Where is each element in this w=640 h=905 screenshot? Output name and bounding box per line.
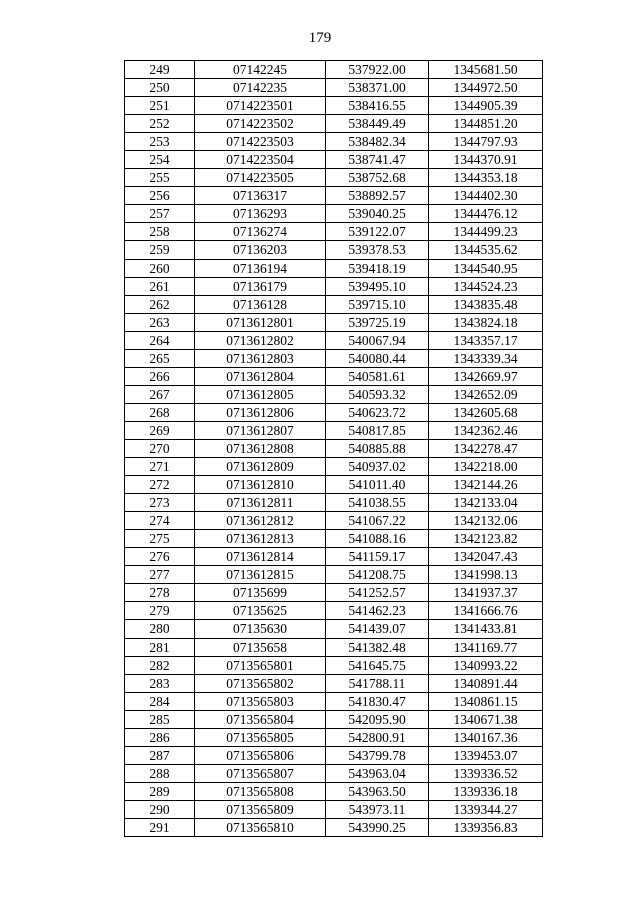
point-code-cell: 07135699 bbox=[195, 584, 326, 602]
x-coordinate-cell: 541208.75 bbox=[326, 566, 429, 584]
table-row bbox=[125, 151, 543, 169]
point-number-cell: 264 bbox=[125, 331, 195, 349]
point-number-cell: 288 bbox=[125, 764, 195, 782]
point-number-cell: 268 bbox=[125, 403, 195, 421]
table-row bbox=[125, 602, 543, 620]
table-row bbox=[125, 674, 543, 692]
table-row bbox=[125, 79, 543, 97]
x-coordinate-cell: 537922.00 bbox=[326, 61, 429, 79]
point-code-cell: 0713612807 bbox=[195, 421, 326, 439]
point-number-cell: 267 bbox=[125, 385, 195, 403]
point-number-cell: 274 bbox=[125, 512, 195, 530]
point-number-cell: 290 bbox=[125, 800, 195, 818]
x-coordinate-cell: 540080.44 bbox=[326, 349, 429, 367]
point-number-cell: 261 bbox=[125, 277, 195, 295]
point-number-cell: 280 bbox=[125, 620, 195, 638]
table-row bbox=[125, 277, 543, 295]
point-number-cell: 287 bbox=[125, 746, 195, 764]
point-code-cell: 0713565809 bbox=[195, 800, 326, 818]
table-row bbox=[125, 331, 543, 349]
y-coordinate-cell: 1339336.18 bbox=[429, 782, 543, 800]
table-row bbox=[125, 385, 543, 403]
x-coordinate-cell: 543963.50 bbox=[326, 782, 429, 800]
table-row bbox=[125, 692, 543, 710]
table-row bbox=[125, 439, 543, 457]
point-code-cell: 07136293 bbox=[195, 205, 326, 223]
table-row bbox=[125, 728, 543, 746]
y-coordinate-cell: 1341433.81 bbox=[429, 620, 543, 638]
table-row bbox=[125, 169, 543, 187]
y-coordinate-cell: 1342144.26 bbox=[429, 476, 543, 494]
y-coordinate-cell: 1342133.04 bbox=[429, 494, 543, 512]
point-number-cell: 249 bbox=[125, 61, 195, 79]
y-coordinate-cell: 1339344.27 bbox=[429, 800, 543, 818]
y-coordinate-cell: 1341666.76 bbox=[429, 602, 543, 620]
y-coordinate-cell: 1344476.12 bbox=[429, 205, 543, 223]
point-number-cell: 250 bbox=[125, 79, 195, 97]
y-coordinate-cell: 1341169.77 bbox=[429, 638, 543, 656]
point-code-cell: 07136317 bbox=[195, 187, 326, 205]
x-coordinate-cell: 540067.94 bbox=[326, 331, 429, 349]
y-coordinate-cell: 1344370.91 bbox=[429, 151, 543, 169]
point-code-cell: 0713565802 bbox=[195, 674, 326, 692]
y-coordinate-cell: 1340861.15 bbox=[429, 692, 543, 710]
point-code-cell: 0713612812 bbox=[195, 512, 326, 530]
table-row bbox=[125, 421, 543, 439]
point-code-cell: 0713612813 bbox=[195, 530, 326, 548]
table-row bbox=[125, 97, 543, 115]
x-coordinate-cell: 538741.47 bbox=[326, 151, 429, 169]
point-code-cell: 0713612809 bbox=[195, 458, 326, 476]
point-number-cell: 277 bbox=[125, 566, 195, 584]
point-number-cell: 258 bbox=[125, 223, 195, 241]
point-number-cell: 251 bbox=[125, 97, 195, 115]
y-coordinate-cell: 1339453.07 bbox=[429, 746, 543, 764]
y-coordinate-cell: 1342123.82 bbox=[429, 530, 543, 548]
point-code-cell: 0713612810 bbox=[195, 476, 326, 494]
y-coordinate-cell: 1339336.52 bbox=[429, 764, 543, 782]
x-coordinate-cell: 539418.19 bbox=[326, 259, 429, 277]
point-code-cell: 07136274 bbox=[195, 223, 326, 241]
x-coordinate-cell: 540885.88 bbox=[326, 439, 429, 457]
point-number-cell: 286 bbox=[125, 728, 195, 746]
y-coordinate-cell: 1343357.17 bbox=[429, 331, 543, 349]
table-row bbox=[125, 115, 543, 133]
table-row bbox=[125, 710, 543, 728]
point-code-cell: 0713565806 bbox=[195, 746, 326, 764]
point-code-cell: 0714223502 bbox=[195, 115, 326, 133]
point-number-cell: 254 bbox=[125, 151, 195, 169]
x-coordinate-cell: 540581.61 bbox=[326, 367, 429, 385]
point-number-cell: 252 bbox=[125, 115, 195, 133]
y-coordinate-cell: 1345681.50 bbox=[429, 61, 543, 79]
point-code-cell: 0713612803 bbox=[195, 349, 326, 367]
point-number-cell: 270 bbox=[125, 439, 195, 457]
table-row bbox=[125, 223, 543, 241]
table-row bbox=[125, 458, 543, 476]
x-coordinate-cell: 542095.90 bbox=[326, 710, 429, 728]
x-coordinate-cell: 541038.55 bbox=[326, 494, 429, 512]
y-coordinate-cell: 1342132.06 bbox=[429, 512, 543, 530]
point-code-cell: 0713565803 bbox=[195, 692, 326, 710]
point-number-cell: 259 bbox=[125, 241, 195, 259]
point-code-cell: 0714223504 bbox=[195, 151, 326, 169]
x-coordinate-cell: 543963.04 bbox=[326, 764, 429, 782]
point-code-cell: 07136179 bbox=[195, 277, 326, 295]
x-coordinate-cell: 543990.25 bbox=[326, 818, 429, 836]
y-coordinate-cell: 1342362.46 bbox=[429, 421, 543, 439]
table-row bbox=[125, 548, 543, 566]
table-row bbox=[125, 530, 543, 548]
x-coordinate-cell: 541788.11 bbox=[326, 674, 429, 692]
x-coordinate-cell: 541252.57 bbox=[326, 584, 429, 602]
point-code-cell: 0714223503 bbox=[195, 133, 326, 151]
coordinates-table-body bbox=[125, 61, 543, 837]
x-coordinate-cell: 538371.00 bbox=[326, 79, 429, 97]
y-coordinate-cell: 1344540.95 bbox=[429, 259, 543, 277]
x-coordinate-cell: 541830.47 bbox=[326, 692, 429, 710]
point-number-cell: 282 bbox=[125, 656, 195, 674]
y-coordinate-cell: 1342669.97 bbox=[429, 367, 543, 385]
page-number: 179 bbox=[308, 30, 332, 46]
table-row bbox=[125, 746, 543, 764]
x-coordinate-cell: 543799.78 bbox=[326, 746, 429, 764]
x-coordinate-cell: 540817.85 bbox=[326, 421, 429, 439]
table-row bbox=[125, 367, 543, 385]
point-code-cell: 0713565804 bbox=[195, 710, 326, 728]
table-row bbox=[125, 133, 543, 151]
point-code-cell: 0713565808 bbox=[195, 782, 326, 800]
table-row bbox=[125, 241, 543, 259]
y-coordinate-cell: 1343824.18 bbox=[429, 313, 543, 331]
y-coordinate-cell: 1344402.30 bbox=[429, 187, 543, 205]
table-row bbox=[125, 476, 543, 494]
x-coordinate-cell: 539495.10 bbox=[326, 277, 429, 295]
y-coordinate-cell: 1340167.36 bbox=[429, 728, 543, 746]
table-row bbox=[125, 349, 543, 367]
x-coordinate-cell: 542800.91 bbox=[326, 728, 429, 746]
point-code-cell: 0713565801 bbox=[195, 656, 326, 674]
table-row bbox=[125, 403, 543, 421]
point-code-cell: 0714223505 bbox=[195, 169, 326, 187]
y-coordinate-cell: 1344972.50 bbox=[429, 79, 543, 97]
point-number-cell: 262 bbox=[125, 295, 195, 313]
point-code-cell: 0713612806 bbox=[195, 403, 326, 421]
table-row bbox=[125, 638, 543, 656]
y-coordinate-cell: 1344353.18 bbox=[429, 169, 543, 187]
point-code-cell: 0713612815 bbox=[195, 566, 326, 584]
x-coordinate-cell: 541645.75 bbox=[326, 656, 429, 674]
coordinates-table bbox=[124, 60, 543, 837]
y-coordinate-cell: 1344851.20 bbox=[429, 115, 543, 133]
point-code-cell: 0714223501 bbox=[195, 97, 326, 115]
x-coordinate-cell: 539715.10 bbox=[326, 295, 429, 313]
x-coordinate-cell: 538892.57 bbox=[326, 187, 429, 205]
x-coordinate-cell: 538752.68 bbox=[326, 169, 429, 187]
point-code-cell: 0713612804 bbox=[195, 367, 326, 385]
x-coordinate-cell: 541159.17 bbox=[326, 548, 429, 566]
point-code-cell: 07142235 bbox=[195, 79, 326, 97]
table-row bbox=[125, 295, 543, 313]
point-code-cell: 07135630 bbox=[195, 620, 326, 638]
point-number-cell: 273 bbox=[125, 494, 195, 512]
point-code-cell: 07135658 bbox=[195, 638, 326, 656]
point-number-cell: 275 bbox=[125, 530, 195, 548]
y-coordinate-cell: 1344797.93 bbox=[429, 133, 543, 151]
x-coordinate-cell: 539725.19 bbox=[326, 313, 429, 331]
point-number-cell: 285 bbox=[125, 710, 195, 728]
point-number-cell: 257 bbox=[125, 205, 195, 223]
y-coordinate-cell: 1344905.39 bbox=[429, 97, 543, 115]
table-row bbox=[125, 584, 543, 602]
table-row bbox=[125, 818, 543, 836]
table-row bbox=[125, 259, 543, 277]
point-number-cell: 284 bbox=[125, 692, 195, 710]
y-coordinate-cell: 1342605.68 bbox=[429, 403, 543, 421]
point-code-cell: 07136194 bbox=[195, 259, 326, 277]
y-coordinate-cell: 1342047.43 bbox=[429, 548, 543, 566]
x-coordinate-cell: 541011.40 bbox=[326, 476, 429, 494]
y-coordinate-cell: 1339356.83 bbox=[429, 818, 543, 836]
y-coordinate-cell: 1342652.09 bbox=[429, 385, 543, 403]
y-coordinate-cell: 1341998.13 bbox=[429, 566, 543, 584]
point-code-cell: 0713612801 bbox=[195, 313, 326, 331]
y-coordinate-cell: 1340993.22 bbox=[429, 656, 543, 674]
y-coordinate-cell: 1341937.37 bbox=[429, 584, 543, 602]
point-code-cell: 07142245 bbox=[195, 61, 326, 79]
point-number-cell: 260 bbox=[125, 259, 195, 277]
x-coordinate-cell: 540623.72 bbox=[326, 403, 429, 421]
x-coordinate-cell: 539040.25 bbox=[326, 205, 429, 223]
x-coordinate-cell: 541088.16 bbox=[326, 530, 429, 548]
y-coordinate-cell: 1340671.38 bbox=[429, 710, 543, 728]
y-coordinate-cell: 1344535.62 bbox=[429, 241, 543, 259]
point-number-cell: 272 bbox=[125, 476, 195, 494]
point-number-cell: 279 bbox=[125, 602, 195, 620]
x-coordinate-cell: 541462.23 bbox=[326, 602, 429, 620]
point-number-cell: 265 bbox=[125, 349, 195, 367]
table-row bbox=[125, 782, 543, 800]
table-row bbox=[125, 800, 543, 818]
point-number-cell: 289 bbox=[125, 782, 195, 800]
x-coordinate-cell: 538449.49 bbox=[326, 115, 429, 133]
y-coordinate-cell: 1342278.47 bbox=[429, 439, 543, 457]
point-code-cell: 0713612811 bbox=[195, 494, 326, 512]
point-code-cell: 0713612808 bbox=[195, 439, 326, 457]
y-coordinate-cell: 1343339.34 bbox=[429, 349, 543, 367]
point-code-cell: 0713565807 bbox=[195, 764, 326, 782]
point-code-cell: 07136203 bbox=[195, 241, 326, 259]
x-coordinate-cell: 543973.11 bbox=[326, 800, 429, 818]
table-row bbox=[125, 620, 543, 638]
point-number-cell: 269 bbox=[125, 421, 195, 439]
table-row bbox=[125, 494, 543, 512]
point-number-cell: 276 bbox=[125, 548, 195, 566]
table-row bbox=[125, 205, 543, 223]
x-coordinate-cell: 540593.32 bbox=[326, 385, 429, 403]
x-coordinate-cell: 540937.02 bbox=[326, 458, 429, 476]
point-number-cell: 253 bbox=[125, 133, 195, 151]
y-coordinate-cell: 1344499.23 bbox=[429, 223, 543, 241]
table-row bbox=[125, 187, 543, 205]
point-code-cell: 0713612814 bbox=[195, 548, 326, 566]
point-number-cell: 281 bbox=[125, 638, 195, 656]
point-code-cell: 0713612802 bbox=[195, 331, 326, 349]
table-row bbox=[125, 61, 543, 79]
point-code-cell: 0713565810 bbox=[195, 818, 326, 836]
point-code-cell: 07136128 bbox=[195, 295, 326, 313]
y-coordinate-cell: 1343835.48 bbox=[429, 295, 543, 313]
table-row bbox=[125, 764, 543, 782]
point-number-cell: 255 bbox=[125, 169, 195, 187]
point-number-cell: 291 bbox=[125, 818, 195, 836]
x-coordinate-cell: 538482.34 bbox=[326, 133, 429, 151]
point-number-cell: 271 bbox=[125, 458, 195, 476]
point-code-cell: 0713565805 bbox=[195, 728, 326, 746]
table-row bbox=[125, 656, 543, 674]
point-number-cell: 266 bbox=[125, 367, 195, 385]
x-coordinate-cell: 541439.07 bbox=[326, 620, 429, 638]
table-row bbox=[125, 512, 543, 530]
x-coordinate-cell: 539378.53 bbox=[326, 241, 429, 259]
x-coordinate-cell: 539122.07 bbox=[326, 223, 429, 241]
point-number-cell: 278 bbox=[125, 584, 195, 602]
y-coordinate-cell: 1340891.44 bbox=[429, 674, 543, 692]
point-code-cell: 0713612805 bbox=[195, 385, 326, 403]
x-coordinate-cell: 538416.55 bbox=[326, 97, 429, 115]
point-number-cell: 256 bbox=[125, 187, 195, 205]
table-row bbox=[125, 566, 543, 584]
x-coordinate-cell: 541067.22 bbox=[326, 512, 429, 530]
point-number-cell: 263 bbox=[125, 313, 195, 331]
y-coordinate-cell: 1344524.23 bbox=[429, 277, 543, 295]
y-coordinate-cell: 1342218.00 bbox=[429, 458, 543, 476]
point-number-cell: 283 bbox=[125, 674, 195, 692]
point-code-cell: 07135625 bbox=[195, 602, 326, 620]
x-coordinate-cell: 541382.48 bbox=[326, 638, 429, 656]
table-row bbox=[125, 313, 543, 331]
